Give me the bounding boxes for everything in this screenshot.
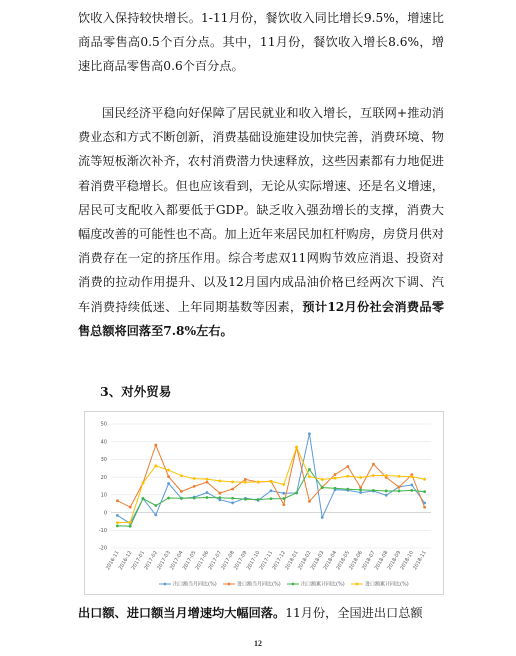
legend-label: 进口额累计同比(%)	[365, 581, 409, 588]
data-point	[257, 481, 260, 484]
legend-marker	[292, 583, 295, 586]
x-tick-label: 2018-01	[284, 550, 300, 572]
data-point	[410, 489, 413, 492]
paragraph-trade-body: 11月份，全国进出口总额	[285, 606, 423, 620]
legend-marker	[356, 583, 359, 586]
legend-label: 进口额当月同比(%)	[237, 581, 281, 588]
data-point	[321, 516, 324, 519]
legend-marker	[228, 583, 231, 586]
x-tick-label: 2017-10	[245, 550, 262, 572]
data-point	[167, 482, 170, 485]
x-tick-label: 2017-01	[130, 550, 147, 572]
data-point	[282, 503, 285, 506]
data-point	[423, 478, 426, 481]
data-point	[359, 488, 362, 491]
data-point	[154, 513, 157, 516]
data-point	[193, 477, 196, 480]
data-point	[231, 501, 234, 504]
y-tick-label: 20	[100, 474, 107, 481]
x-tick-label: 2018-04	[322, 550, 339, 572]
data-point	[180, 497, 183, 500]
data-point	[270, 497, 273, 500]
x-tick-label: 2018-03	[309, 550, 326, 572]
data-point	[385, 490, 388, 493]
data-point	[244, 478, 247, 481]
data-point	[193, 497, 196, 500]
data-point	[218, 479, 221, 482]
x-tick-label: 2017-09	[232, 550, 249, 572]
x-tick-label: 2018-02	[296, 550, 313, 572]
data-point	[398, 490, 401, 493]
data-point	[372, 463, 375, 466]
data-point	[180, 474, 183, 477]
data-point	[129, 506, 132, 509]
data-point	[385, 494, 388, 497]
data-point	[167, 497, 170, 500]
data-point	[244, 481, 247, 484]
data-point	[295, 446, 298, 449]
data-point	[206, 496, 209, 499]
data-point	[398, 475, 401, 478]
y-tick-label: 50	[100, 421, 107, 428]
x-tick-label: 2017-02	[143, 550, 160, 572]
data-point	[231, 488, 234, 491]
data-point	[410, 484, 413, 487]
data-point	[154, 464, 157, 467]
paragraph-consumption-forecast: 预计12月份社会消费品零售总额将回落至7.8%左右。	[78, 299, 445, 338]
x-tick-label: 2017-04	[168, 550, 185, 572]
x-tick-label: 2018-07	[360, 550, 377, 572]
data-point	[218, 496, 221, 499]
section-heading-foreign-trade: 3、对外贸易	[100, 384, 172, 399]
data-point	[308, 432, 311, 435]
x-tick-label: 2018-10	[399, 550, 416, 572]
data-point	[193, 485, 196, 488]
data-point	[244, 498, 247, 501]
data-point	[372, 474, 375, 477]
data-point	[410, 475, 413, 478]
y-tick-label: 40	[100, 439, 107, 446]
data-point	[346, 475, 349, 478]
x-tick-label: 2018-11	[412, 550, 428, 572]
data-point	[257, 498, 260, 501]
x-tick-label: 2017-06	[194, 550, 211, 572]
data-point	[167, 475, 170, 478]
page-number: 12	[254, 639, 262, 648]
legend-label: 出口额累计同比(%)	[301, 581, 345, 588]
x-tick-label: 2018-09	[386, 550, 403, 572]
data-point	[116, 524, 119, 527]
data-point	[282, 483, 285, 486]
trade-growth-chart-svg	[85, 412, 443, 594]
data-point	[398, 486, 401, 489]
paragraph-consumption-outlook	[78, 101, 444, 343]
x-tick-label: 2016-11	[104, 550, 121, 572]
data-point	[218, 492, 221, 495]
paragraph-trade-headline: 出口额、进口额当月增速均大幅回落。	[78, 606, 286, 620]
legend-marker	[164, 583, 167, 586]
paragraph-trade-summary	[78, 601, 444, 625]
x-tick-label: 2017-11	[258, 550, 275, 572]
data-point	[308, 475, 311, 478]
x-tick-label: 2017-07	[207, 550, 224, 572]
data-point	[346, 488, 349, 491]
x-tick-label: 2017-05	[181, 550, 198, 572]
data-point	[385, 474, 388, 477]
data-point	[334, 487, 337, 490]
data-point	[206, 481, 209, 484]
data-point	[295, 492, 298, 495]
x-tick-label: 2018-06	[348, 550, 364, 572]
trade-growth-chart	[84, 411, 444, 595]
data-point	[372, 489, 375, 492]
data-point	[154, 444, 157, 447]
y-tick-label: -20	[98, 545, 107, 552]
data-point	[129, 521, 132, 524]
y-tick-label: -10	[98, 527, 107, 534]
data-point	[308, 500, 311, 503]
series-line	[117, 447, 424, 523]
data-point	[231, 481, 234, 484]
data-point	[282, 492, 285, 495]
data-point	[423, 506, 426, 509]
x-tick-label: 2017-03	[156, 550, 172, 572]
x-tick-label: 2017-08	[220, 550, 236, 572]
x-tick-label: 2018-08	[373, 550, 390, 572]
data-point	[116, 514, 119, 517]
data-point	[321, 478, 324, 481]
data-point	[142, 497, 145, 500]
data-point	[321, 486, 324, 489]
data-point	[116, 499, 119, 502]
y-tick-label: 30	[100, 457, 107, 464]
x-tick-label: 2016-12	[117, 550, 134, 572]
data-point	[206, 491, 209, 494]
data-point	[334, 473, 337, 476]
data-point	[308, 468, 311, 471]
data-point	[167, 469, 170, 472]
series-line	[117, 434, 424, 524]
paragraph-retail-catering: 饮收入保持较快增长。1-11月份，餐饮收入同比增长9.5%，增速比商品零售高0.5个百分点。其中，11月份，餐饮收入增长8.6%，增速比商品零售高0.6个百分点。	[78, 11, 444, 74]
data-point	[282, 497, 285, 500]
data-point	[154, 504, 157, 507]
x-tick-label: 2018-05	[335, 550, 352, 572]
legend-label: 出口额当月同比(%)	[173, 581, 217, 588]
data-point	[346, 465, 349, 468]
data-point	[359, 476, 362, 479]
data-point	[206, 478, 209, 481]
data-point	[116, 521, 119, 524]
data-point	[334, 477, 337, 480]
data-point	[142, 482, 145, 485]
y-tick-label: 10	[100, 492, 107, 499]
data-point	[270, 480, 273, 483]
paragraph-consumption-body: 国民经济平稳向好保障了居民就业和收入增长，互联网+推动消费业态和方式不断创新，消费基础设施建设加快完善，消费环境、物流等短板渐次补齐，农村消费潜力快速释放，这些因素都有力地促进着消费平稳增长。但也应该看到，无论从实际增速、还是名义增速，居民可支配收入都要低于GDP。缺乏收入强劲增长的支撑，消费大幅度改善的可能性也不高。加上近年来居民加杠杆购房，房贷月供对消费存在一定的挤压作用。综合考虑双11网购节效应消退、投资对消费的拉动作用提升、以及12月国内成品油价格已经两次下调、汽车消费持续低迷、上年同期基数等因素，	[78, 106, 444, 314]
data-point	[129, 525, 132, 528]
data-point	[423, 490, 426, 493]
data-point	[231, 497, 234, 500]
data-point	[270, 489, 273, 492]
y-tick-label: 0	[103, 510, 107, 517]
x-tick-label: 2017-12	[271, 550, 288, 572]
data-point	[180, 490, 183, 493]
data-point	[359, 491, 362, 494]
